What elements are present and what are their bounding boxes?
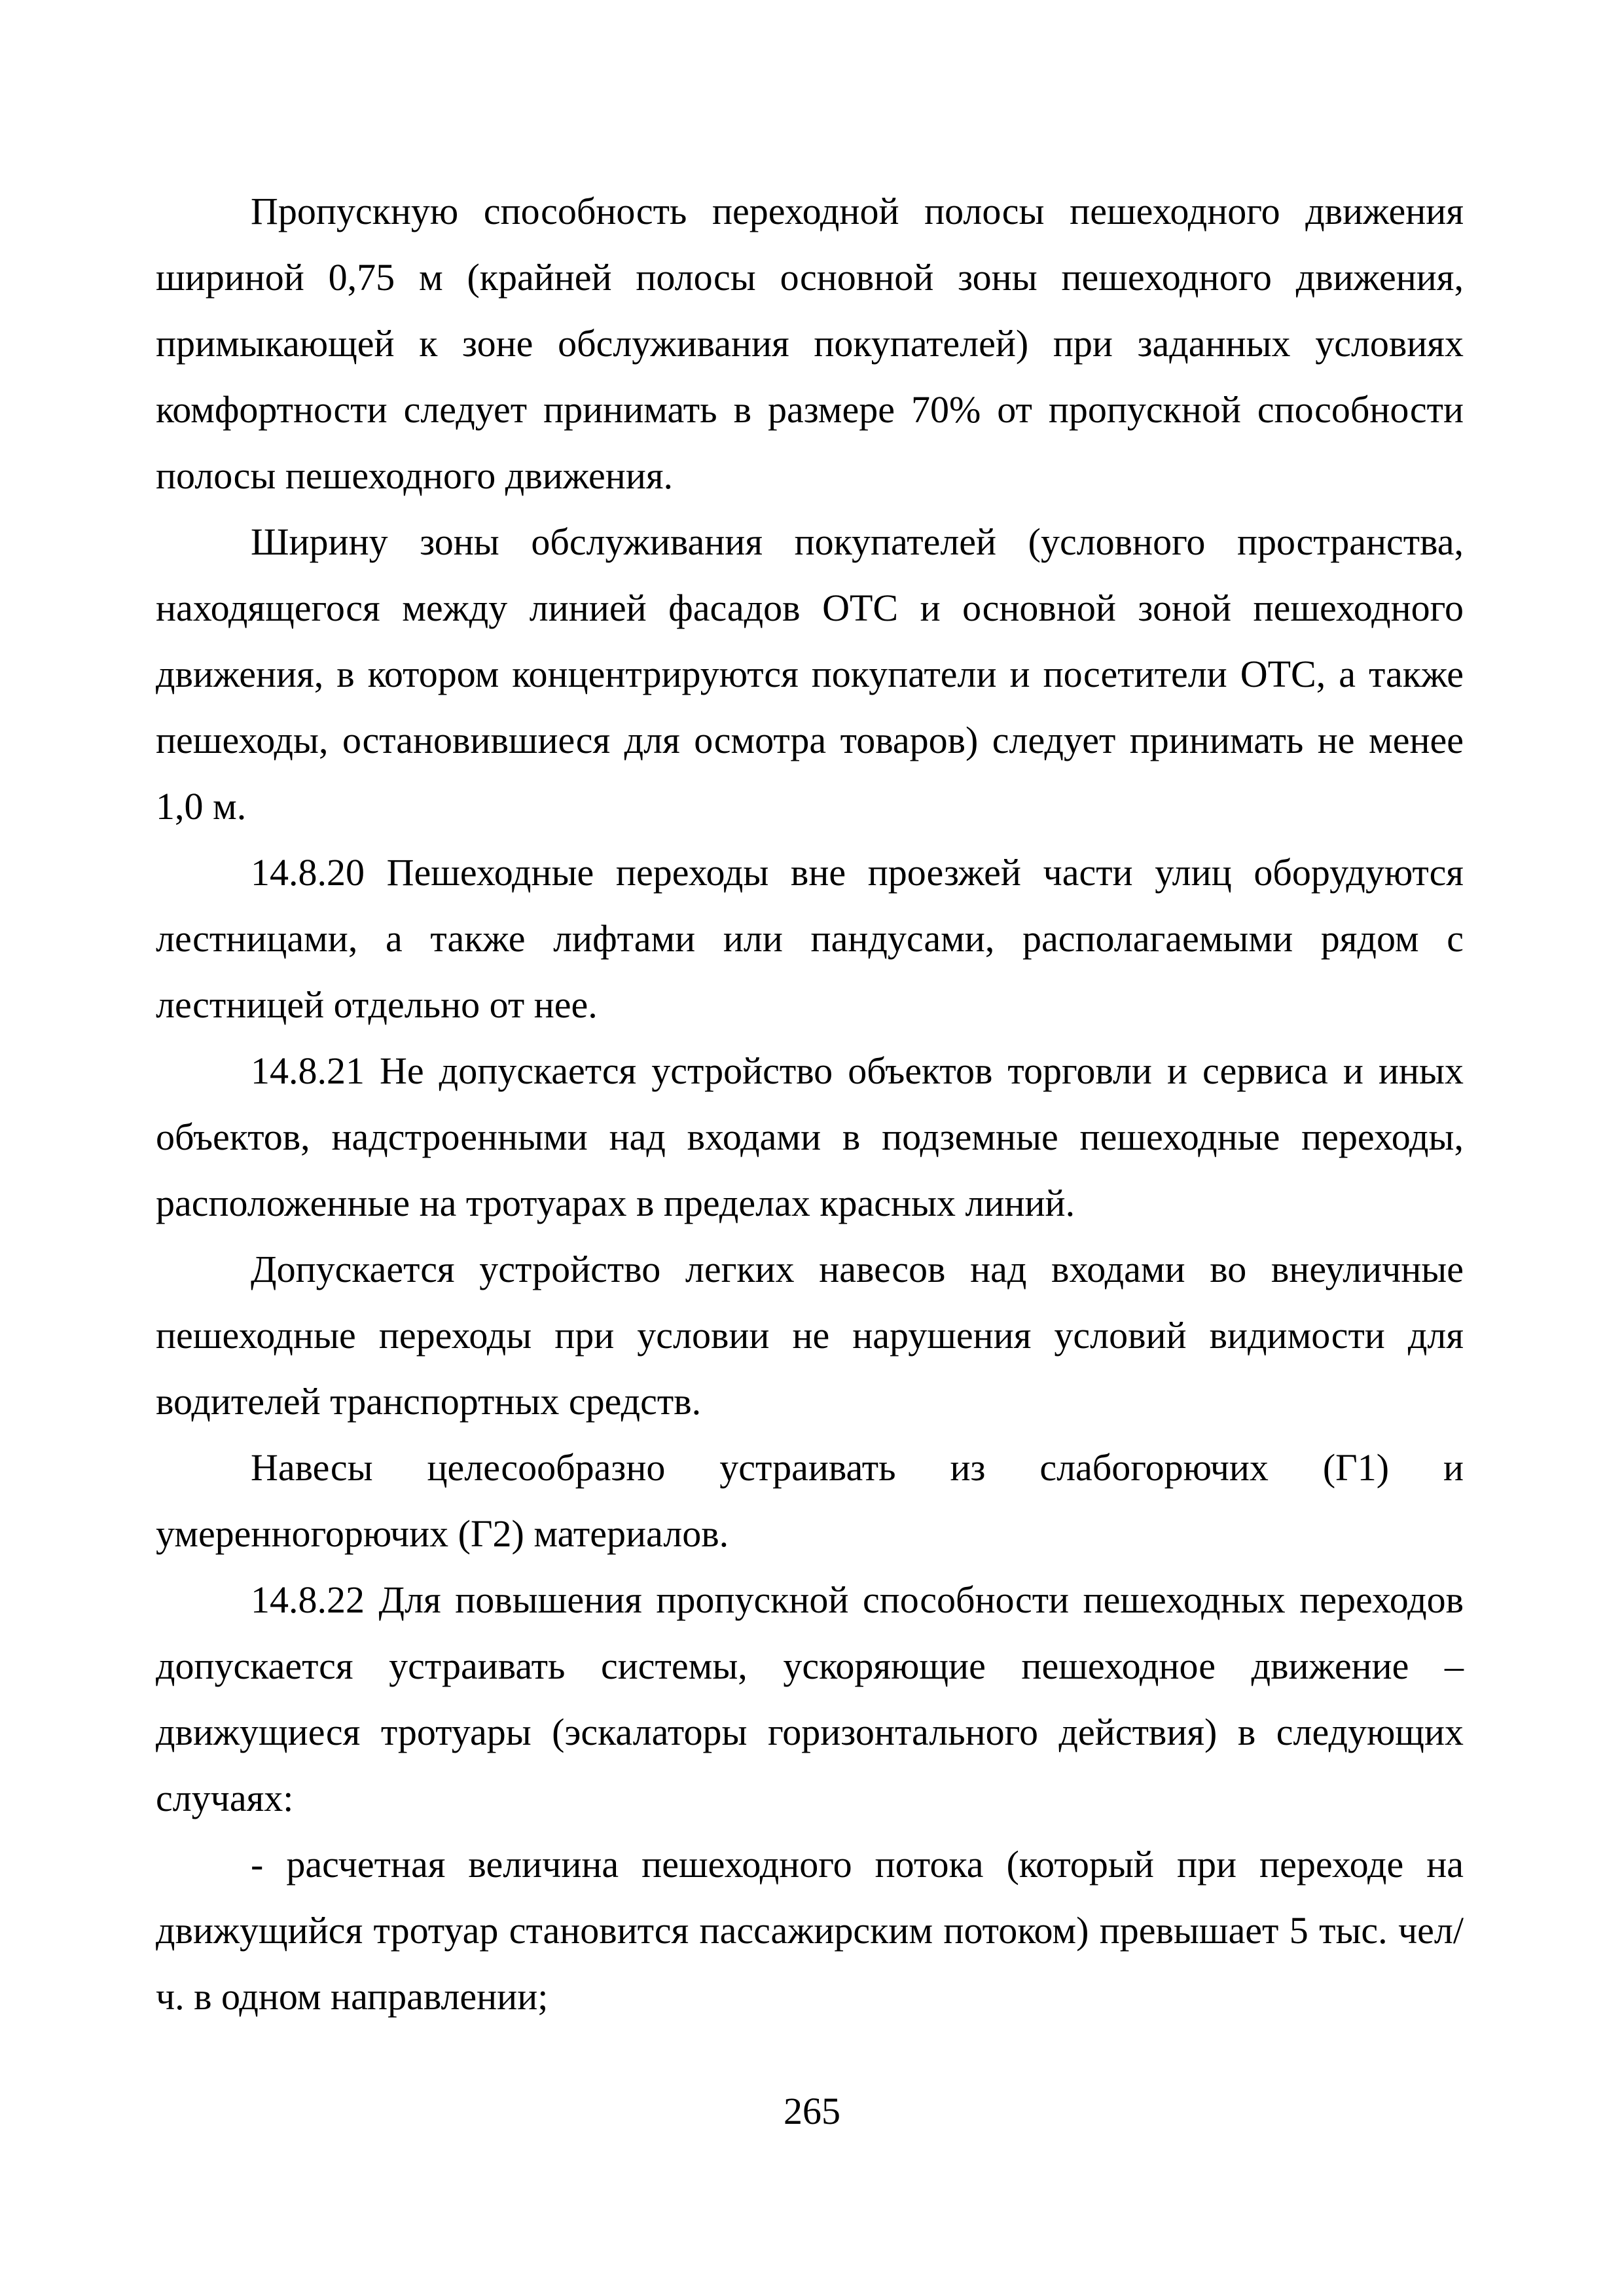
paragraph-14-8-21: 14.8.21 Не допускается устройство объектов торговли и сервиса и иных объектов, надстроенными над входами в подземные пешеходные переходы, расположенные на тротуарах в пределах красных линий. [156,1049,1464,1224]
paragraph-service-zone: Ширину зоны обслуживания покупателей (условного пространства, находящегося между линией фасадов ОТС и основной зоной пешеходного движения, в котором концентрируются покупатели и посетители ОТС, а также пешеходы, остановившиеся для осмотра товаров) следует принимать не менее 1,0 м. [156,520,1464,828]
paragraph-14-8-22: 14.8.22 Для повышения пропускной способности пешеходных переходов допускается устраивать системы, ускоряющие пешеходное движение – движущиеся тротуары (эскалаторы горизонтального действия) в следующих случаях: [156,1578,1464,1819]
body-text [156,178,1464,2030]
page-number: 265 [784,2090,840,2132]
paragraph-canopies-allowed: Допускается устройство легких навесов над входами во внеуличные пешеходные переходы при условии не нарушения условий видимости для водителей транспортных средств. [156,1248,1464,1423]
paragraph-comfort-strip: Пропускную способность переходной полосы пешеходного движения шириной 0,75 м (крайней полосы основной зоны пешеходного движения, примыкающей к зоне обслуживания покупателей) при заданных условиях комфортности следует принимать в размере 70% от пропускной способности полосы пешеходного движения. [156,190,1464,497]
paragraph-14-8-20: 14.8.20 Пешеходные переходы вне проезжей части улиц оборудуются лестницами, а также лифтами или пандусами, располагаемыми рядом с лестницей отдельно от нее. [156,851,1464,1026]
paragraph-list-item-flow: - расчетная величина пешеходного потока (который при переходе на движущийся тротуар становится пассажирским потоком) превышает 5 тыс. чел/ч. в одном направлении; [156,1843,1464,2018]
paragraph-canopy-materials: Навесы целесообразно устраивать из слабогорючих (Г1) и умеренногорючих (Г2) материалов. [156,1446,1464,1555]
